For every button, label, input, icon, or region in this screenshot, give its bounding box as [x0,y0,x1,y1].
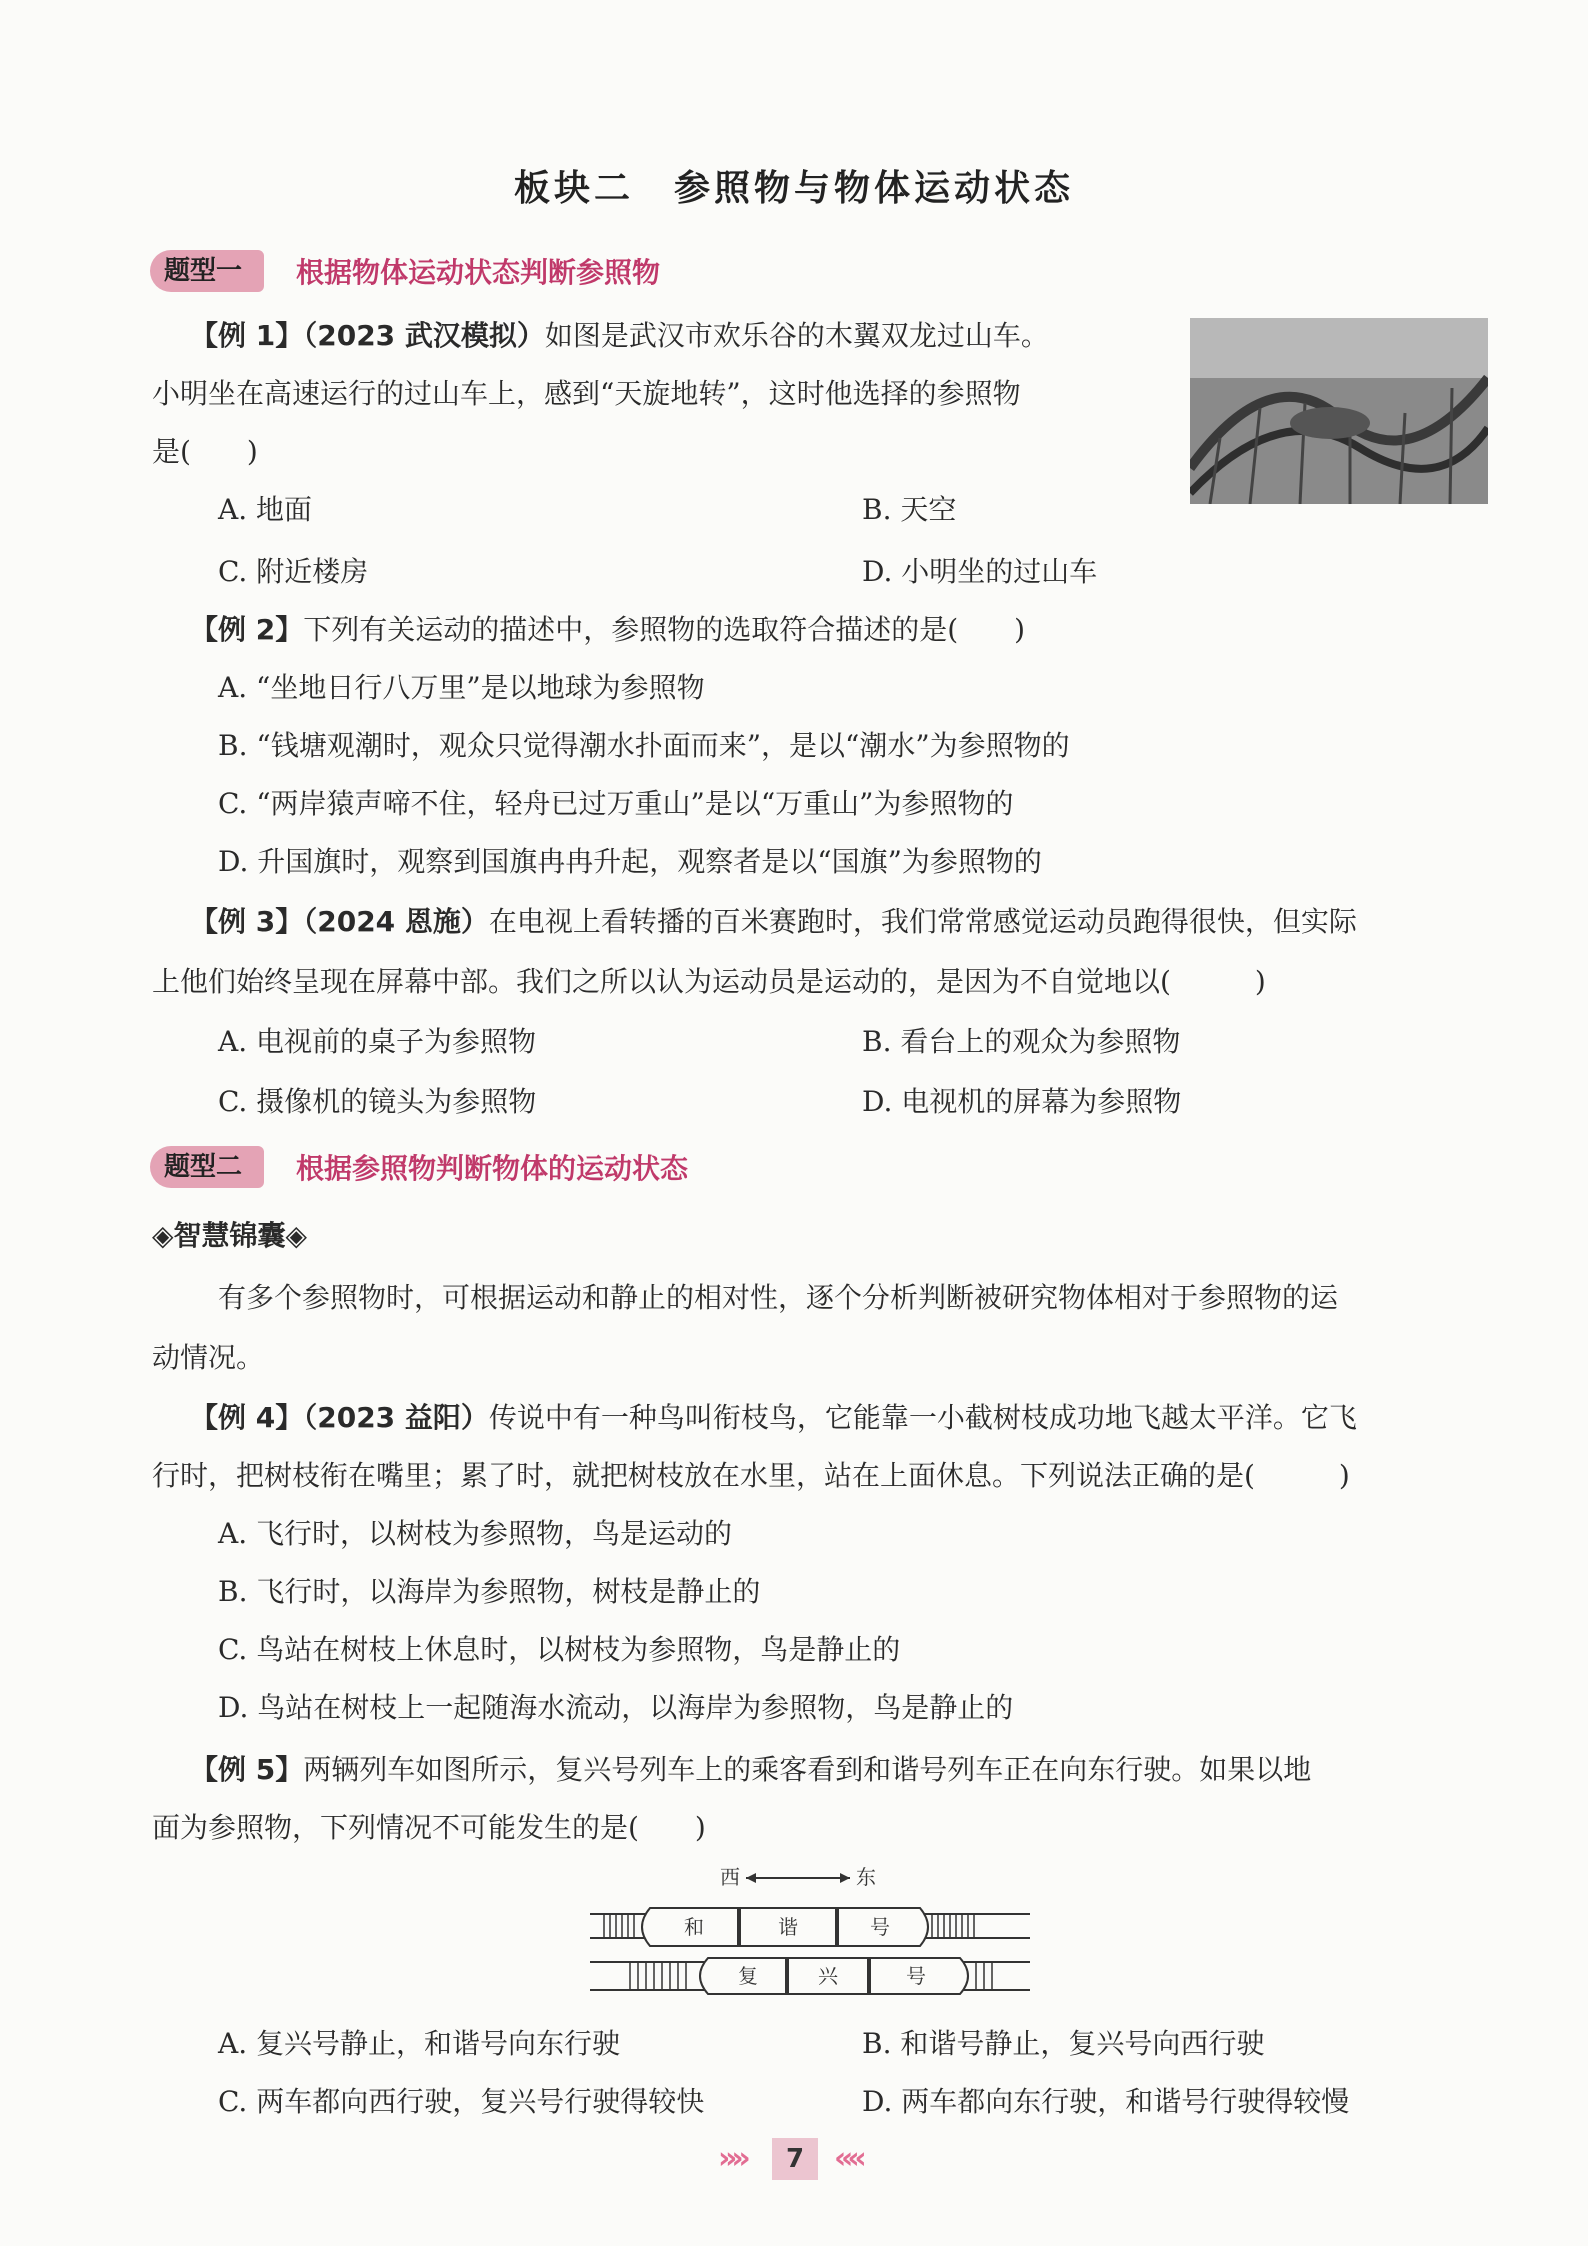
example-1-option-a: A. 地面 [218,493,313,526]
example-5-option-b: B. 和谐号静止，复兴号向西行驶 [862,2027,1265,2060]
page-number: 7 [772,2138,818,2180]
train-diagram [590,1862,1030,2012]
example-2-option-a: A. “坐地日行八万里”是以地球为参照物 [218,671,705,704]
example-3-source: （2024 恩施） [303,905,489,938]
example-3-line-2: 上他们始终呈现在屏幕中部。我们之所以认为运动员是运动的，是因为不自觉地以( ) [152,965,1266,998]
example-5-line-1 [190,1753,1312,1786]
example-2-option-c: C. “两岸猿声啼不住，轻舟已过万重山”是以“万重山”为参照物的 [218,787,1014,820]
example-5-option-a: A. 复兴号静止，和谐号向东行驶 [218,2027,621,2060]
example-4-option-d: D. 鸟站在树枝上一起随海水流动，以海岸为参照物，鸟是静止的 [218,1691,1014,1724]
fuxing-car-2: 兴 [818,1964,838,1988]
wisdom-title: ◈智慧锦囊◈ [152,1219,308,1252]
east-label: 东 [856,1865,876,1889]
example-2-text-1: 下列有关运动的描述中，参照物的选取符合描述的是( ) [303,613,1026,646]
example-5-text-1: 两辆列车如图所示，复兴号列车上的乘客看到和谐号列车正在向东行驶。如果以地 [303,1753,1312,1786]
example-2-option-d: D. 升国旗时，观察到国旗冉冉升起，观察者是以“国旗”为参照物的 [218,845,1042,878]
type-badge-1: 题型一 [150,250,264,292]
example-1-option-b: B. 天空 [862,493,957,526]
section-title: 板块二 参照物与物体运动状态 [513,168,1074,209]
hexie-car-3: 号 [870,1915,890,1939]
type-title-2: 根据参照物判断物体的运动状态 [296,1152,689,1185]
example-4-line-2: 行时，把树枝衔在嘴里；累了时，就把树枝放在水里，站在上面休息。下列说法正确的是( ) [152,1459,1350,1492]
example-3-line-1 [190,905,1357,938]
example-4-source: （2023 益阳） [303,1401,489,1434]
example-4-label: 【例 4】 [190,1401,304,1434]
example-1-line-3: 是( ) [152,435,258,468]
hexie-car-1: 和 [684,1915,704,1939]
west-label: 西 [720,1865,740,1889]
example-2-option-b: B. “钱塘观潮时，观众只觉得潮水扑面而来”，是以“潮水”为参照物的 [218,729,1070,762]
fuxing-car-3: 号 [906,1964,926,1988]
example-5-line-2: 面为参照物，下列情况不可能发生的是( ) [152,1811,706,1844]
example-2-label: 【例 2】 [190,613,304,646]
wisdom-line-2: 动情况。 [152,1341,265,1374]
example-4-text-1: 传说中有一种鸟叫衔枝鸟，它能靠一小截树枝成功地飞越太平洋。它飞 [488,1401,1357,1434]
example-5-label: 【例 5】 [190,1753,304,1786]
example-1-text-1: 如图是武汉市欢乐谷的木翼双龙过山车。 [544,319,1049,352]
hexie-car-2: 谐 [778,1915,798,1939]
question-type-1-header [150,250,660,292]
fuxing-car-1: 复 [738,1964,758,1988]
example-1-line-2: 小明坐在高速运行的过山车上，感到“天旋地转”，这时他选择的参照物 [152,377,1021,410]
example-5-option-c: C. 两车都向西行驶，复兴号行驶得较快 [218,2085,705,2118]
example-3-text-1: 在电视上看转播的百米赛跑时，我们常常感觉运动员跑得很快，但实际 [488,905,1357,938]
example-3-option-a: A. 电视前的桌子为参照物 [218,1025,537,1058]
footer-left-chevrons: »» [718,2141,745,2176]
question-type-2-header [150,1146,688,1188]
wisdom-line-1: 有多个参照物时，可根据运动和静止的相对性，逐个分析判断被研究物体相对于参照物的运 [218,1281,1339,1314]
example-4-option-b: B. 飞行时，以海岸为参照物，树枝是静止的 [218,1575,761,1608]
example-3-option-b: B. 看台上的观众为参照物 [862,1025,1181,1058]
example-1-option-d: D. 小明坐的过山车 [862,555,1098,588]
example-1-option-c: C. 附近楼房 [218,555,369,588]
example-1-label: 【例 1】 [190,319,304,352]
example-5-option-d: D. 两车都向东行驶，和谐号行驶得较慢 [862,2085,1350,2118]
footer-right-chevrons: «« [834,2141,861,2176]
type-title-1: 根据物体运动状态判断参照物 [296,256,661,289]
example-3-label: 【例 3】 [190,905,304,938]
example-4-option-a: A. 飞行时，以树枝为参照物，鸟是运动的 [218,1517,733,1550]
example-1-line-1 [190,319,1049,352]
example-4-option-c: C. 鸟站在树枝上休息时，以树枝为参照物，鸟是静止的 [218,1633,901,1666]
example-4-line-1 [190,1401,1357,1434]
roller-coaster-photo [1190,318,1488,504]
example-3-option-d: D. 电视机的屏幕为参照物 [862,1085,1182,1118]
example-1-source: （2023 武汉模拟） [303,319,545,352]
example-2-line-1 [190,613,1026,646]
type-badge-2: 题型二 [150,1146,264,1188]
example-3-option-c: C. 摄像机的镜头为参照物 [218,1085,537,1118]
